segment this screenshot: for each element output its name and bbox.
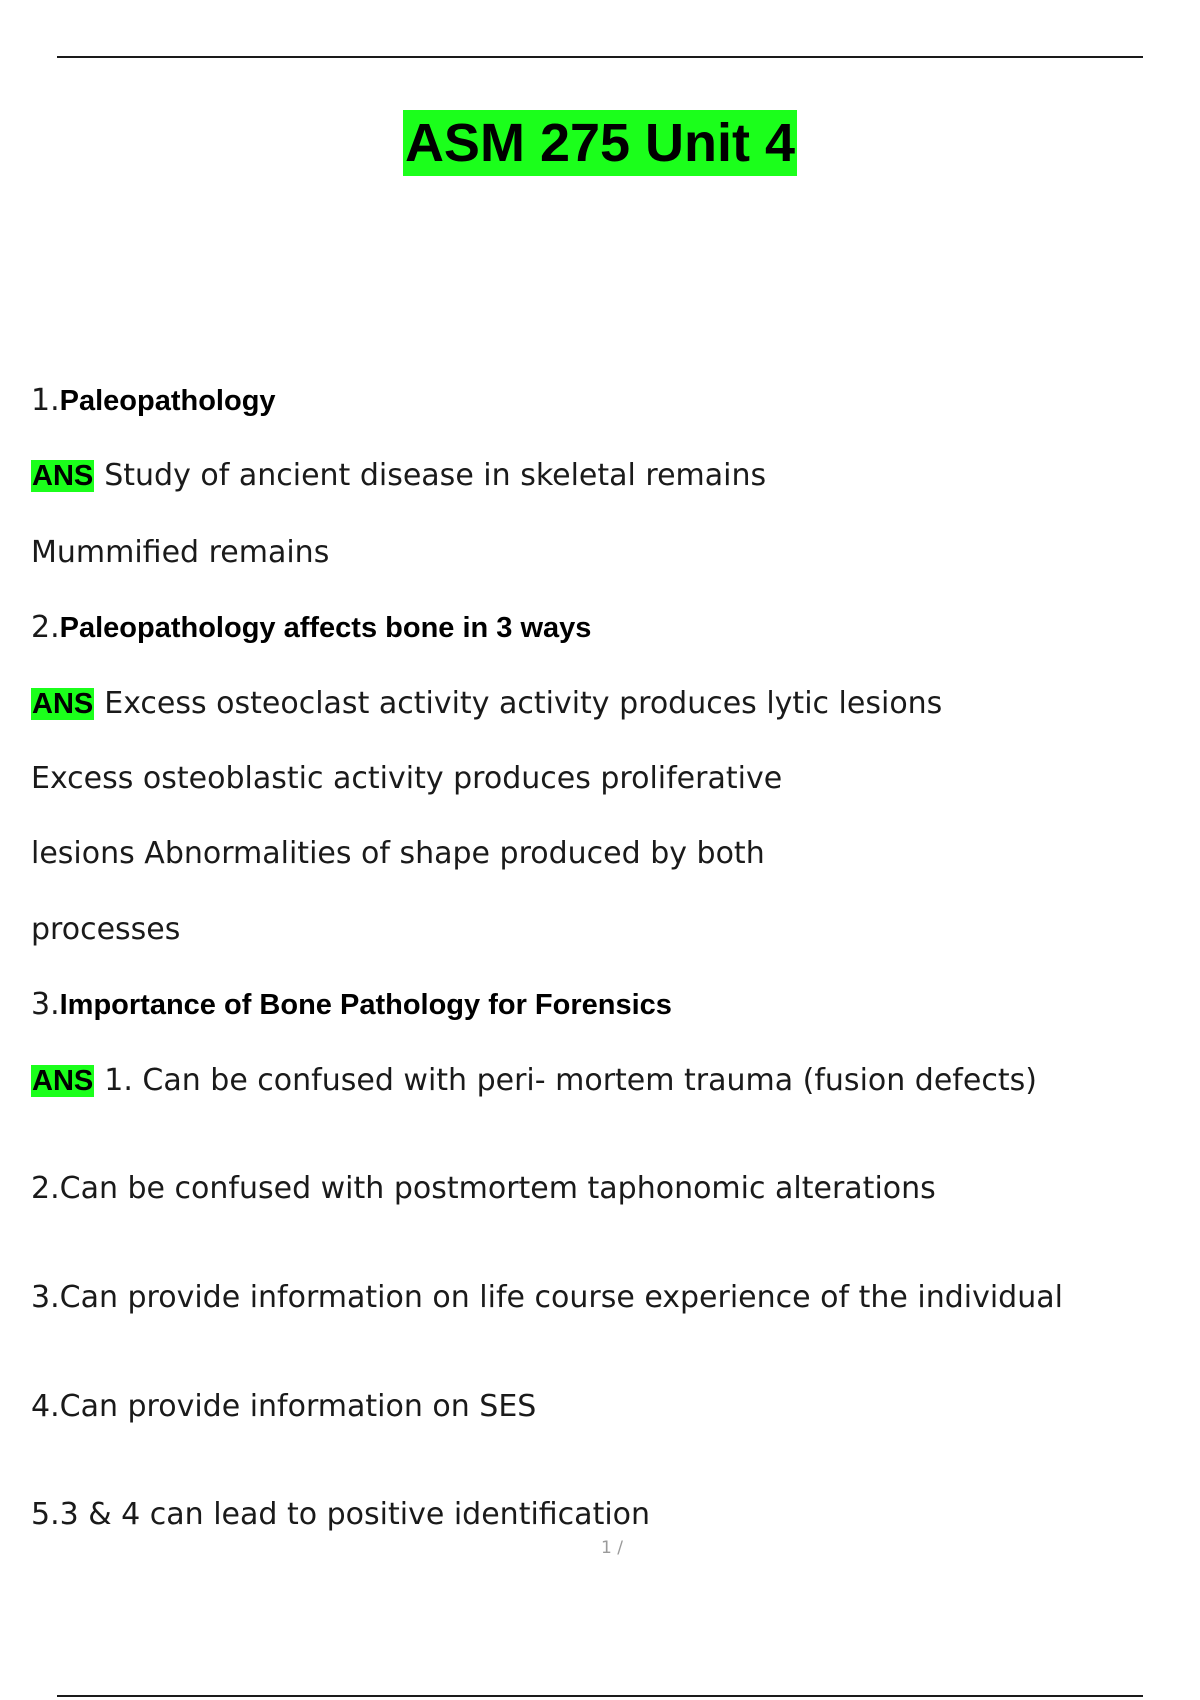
- answer-text: 1. Can be confused with peri- mortem trauma (fusion defects): [104, 1063, 1037, 1098]
- answer-text: 4.Can provide information on SES: [31, 1389, 537, 1424]
- answer-1-line-2: [31, 535, 329, 571]
- answer-2-line-4: [31, 912, 180, 948]
- question-text: Importance of Bone Pathology for Forensics: [59, 989, 672, 1021]
- answer-text: Mummified remains: [31, 535, 330, 570]
- title-container: [0, 110, 1200, 176]
- question-number: 1.: [31, 383, 60, 418]
- top-rule: [57, 56, 1143, 58]
- answer-2-line-2: [31, 761, 782, 797]
- document-title: ASM 275 Unit 4: [403, 110, 797, 176]
- question-3: [31, 987, 672, 1023]
- answer-text: 5.3 & 4 can lead to positive identification: [31, 1497, 651, 1532]
- answer-3-line-3: [31, 1280, 1063, 1316]
- answer-2-line-3: [31, 836, 765, 872]
- answer-text: lesions Abnormalities of shape produced by both: [31, 836, 765, 871]
- answer-text: 2.Can be confused with postmortem taphonomic alterations: [31, 1171, 936, 1206]
- question-text: Paleopathology: [59, 385, 276, 417]
- answer-3-line-2: [31, 1171, 936, 1207]
- answer-text: Excess osteoblastic activity produces proliferative: [31, 761, 783, 796]
- answer-1-line-1: [31, 458, 766, 494]
- ans-label: ANS: [32, 460, 94, 492]
- ans-label: ANS: [32, 1065, 94, 1097]
- question-number: 2.: [31, 610, 60, 645]
- answer-3-line-5: [31, 1497, 650, 1533]
- question-number: 3.: [31, 987, 60, 1022]
- question-2: [31, 610, 591, 646]
- bottom-rule: [57, 1695, 1143, 1697]
- page-number: 1 /: [601, 1538, 623, 1558]
- ans-label: ANS: [32, 688, 94, 720]
- answer-text: processes: [31, 912, 181, 947]
- answer-3-line-4: [31, 1389, 536, 1425]
- answer-2-line-1: [31, 686, 942, 722]
- question-1: [31, 383, 276, 419]
- answer-3-line-1: [31, 1063, 1037, 1099]
- answer-text: Study of ancient disease in skeletal remains: [104, 458, 767, 493]
- question-text: Paleopathology affects bone in 3 ways: [59, 612, 592, 644]
- answer-text: Excess osteoclast activity activity produces lytic lesions: [104, 686, 943, 721]
- answer-text: 3.Can provide information on life course experience of the individual: [31, 1280, 1063, 1315]
